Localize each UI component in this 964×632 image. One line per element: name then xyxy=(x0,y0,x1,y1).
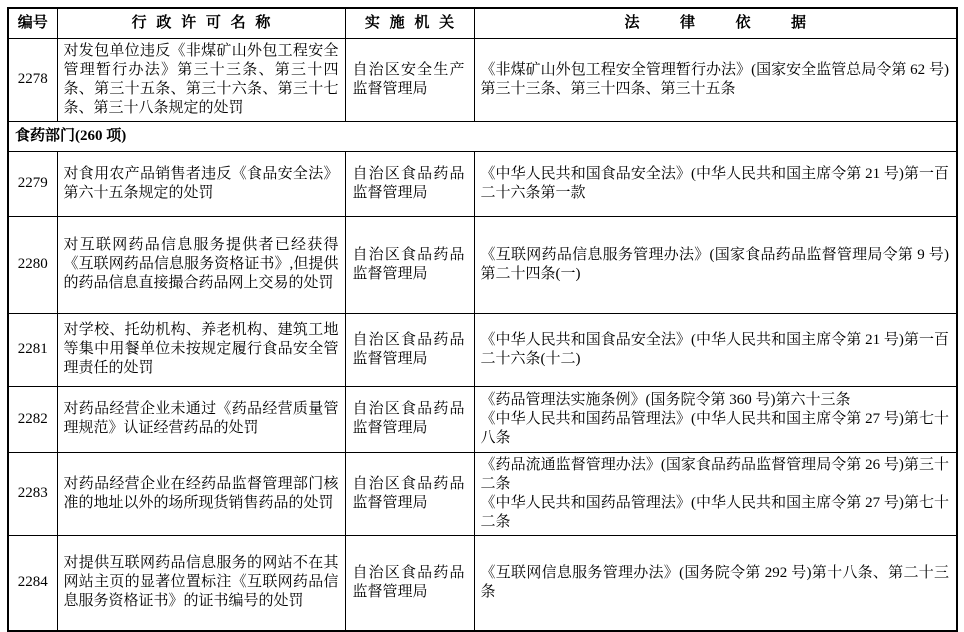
agency: 自治区食品药品监督管理局 xyxy=(345,151,474,216)
table-row xyxy=(8,313,957,386)
agency: 自治区食品药品监督管理局 xyxy=(345,216,474,313)
legal-basis xyxy=(474,452,957,535)
legal-basis-item: 《中华人民共和国药品管理法》(中华人民共和国主席令第 27 号)第七十八条 xyxy=(480,410,949,446)
column-header-legal-basis-label: 法律依据 xyxy=(624,14,847,31)
table-row xyxy=(8,38,957,121)
row-id: 2280 xyxy=(8,216,57,313)
column-header-agency xyxy=(345,8,474,38)
permit-name: 对食用农产品销售者违反《食品安全法》第六十五条规定的处罚 xyxy=(57,151,345,216)
section-label: 食药部门(260 项) xyxy=(8,121,957,151)
permit-name: 对发包单位违反《非煤矿山外包工程安全管理暂行办法》第三十三条、第三十四条、第三十五条、第三十六条、第三十七条、第三十八条规定的处罚 xyxy=(57,38,345,121)
table-row xyxy=(8,452,957,535)
column-header-id-label: 编号 xyxy=(17,14,48,31)
legal-basis-item: 《中华人民共和国食品安全法》(中华人民共和国主席令第 21 号)第一百二十六条(十二) xyxy=(480,331,949,367)
legal-basis-item: 《药品管理法实施条例》(国务院令第 360 号)第六十三条 xyxy=(480,391,851,408)
permit-name: 对提供互联网药品信息服务的网站不在其网站主页的显著位置标注《互联网药品信息服务资格证书》的证书编号的处罚 xyxy=(57,535,345,631)
section-header-row xyxy=(8,121,957,151)
row-id: 2283 xyxy=(8,452,57,535)
legal-basis xyxy=(474,535,957,631)
table-header-row xyxy=(8,8,957,38)
table-row xyxy=(8,386,957,452)
legal-basis xyxy=(474,313,957,386)
legal-basis-item: 《中华人民共和国药品管理法》(中华人民共和国主席令第 27 号)第七十二条 xyxy=(480,494,949,530)
column-header-legal-basis xyxy=(474,8,957,38)
legal-basis xyxy=(474,386,957,452)
permit-name: 对药品经营企业未通过《药品经营质量管理规范》认证经营药品的处罚 xyxy=(57,386,345,452)
row-id: 2284 xyxy=(8,535,57,631)
legal-basis xyxy=(474,216,957,313)
agency: 自治区食品药品监督管理局 xyxy=(345,535,474,631)
agency: 自治区安全生产监督管理局 xyxy=(345,38,474,121)
column-header-permit-name-label: 行政许可名称 xyxy=(131,14,281,31)
table-row xyxy=(8,216,957,313)
legal-basis xyxy=(474,151,957,216)
permit-table xyxy=(7,7,958,632)
permit-name: 对药品经营企业在经药品监督管理部门核准的地址以外的场所现货销售药品的处罚 xyxy=(57,452,345,535)
permit-name: 对互联网药品信息服务提供者已经获得《互联网药品信息服务资格证书》,但提供的药品信息直接撮合药品网上交易的处罚 xyxy=(57,216,345,313)
column-header-id xyxy=(8,8,57,38)
table-row xyxy=(8,535,957,631)
permit-name: 对学校、托幼机构、养老机构、建筑工地等集中用餐单位未按规定履行食品安全管理责任的处罚 xyxy=(57,313,345,386)
row-id: 2282 xyxy=(8,386,57,452)
table-row xyxy=(8,151,957,216)
legal-basis-item: 《药品流通监督管理办法》(国家食品药品监督管理局令第 26 号)第三十二条 xyxy=(480,456,949,492)
agency: 自治区食品药品监督管理局 xyxy=(345,313,474,386)
row-id: 2279 xyxy=(8,151,57,216)
row-id: 2281 xyxy=(8,313,57,386)
legal-basis-item: 《互联网信息服务管理办法》(国务院令第 292 号)第十八条、第二十三条 xyxy=(480,564,949,600)
column-header-agency-label: 实施机关 xyxy=(364,14,464,31)
legal-basis-item: 《中华人民共和国食品安全法》(中华人民共和国主席令第 21 号)第一百二十六条第一款 xyxy=(480,165,949,201)
column-header-permit-name xyxy=(57,8,345,38)
agency: 自治区食品药品监督管理局 xyxy=(345,386,474,452)
row-id: 2278 xyxy=(8,38,57,121)
legal-basis-item: 《互联网药品信息服务管理办法》(国家食品药品监督管理局令第 9 号)第二十四条(一) xyxy=(480,246,949,282)
legal-basis xyxy=(474,38,957,121)
legal-basis-item: 《非煤矿山外包工程安全管理暂行办法》(国家安全监管总局令第 62 号)第三十三条、第三十四条、第三十五条 xyxy=(480,61,949,97)
agency: 自治区食品药品监督管理局 xyxy=(345,452,474,535)
